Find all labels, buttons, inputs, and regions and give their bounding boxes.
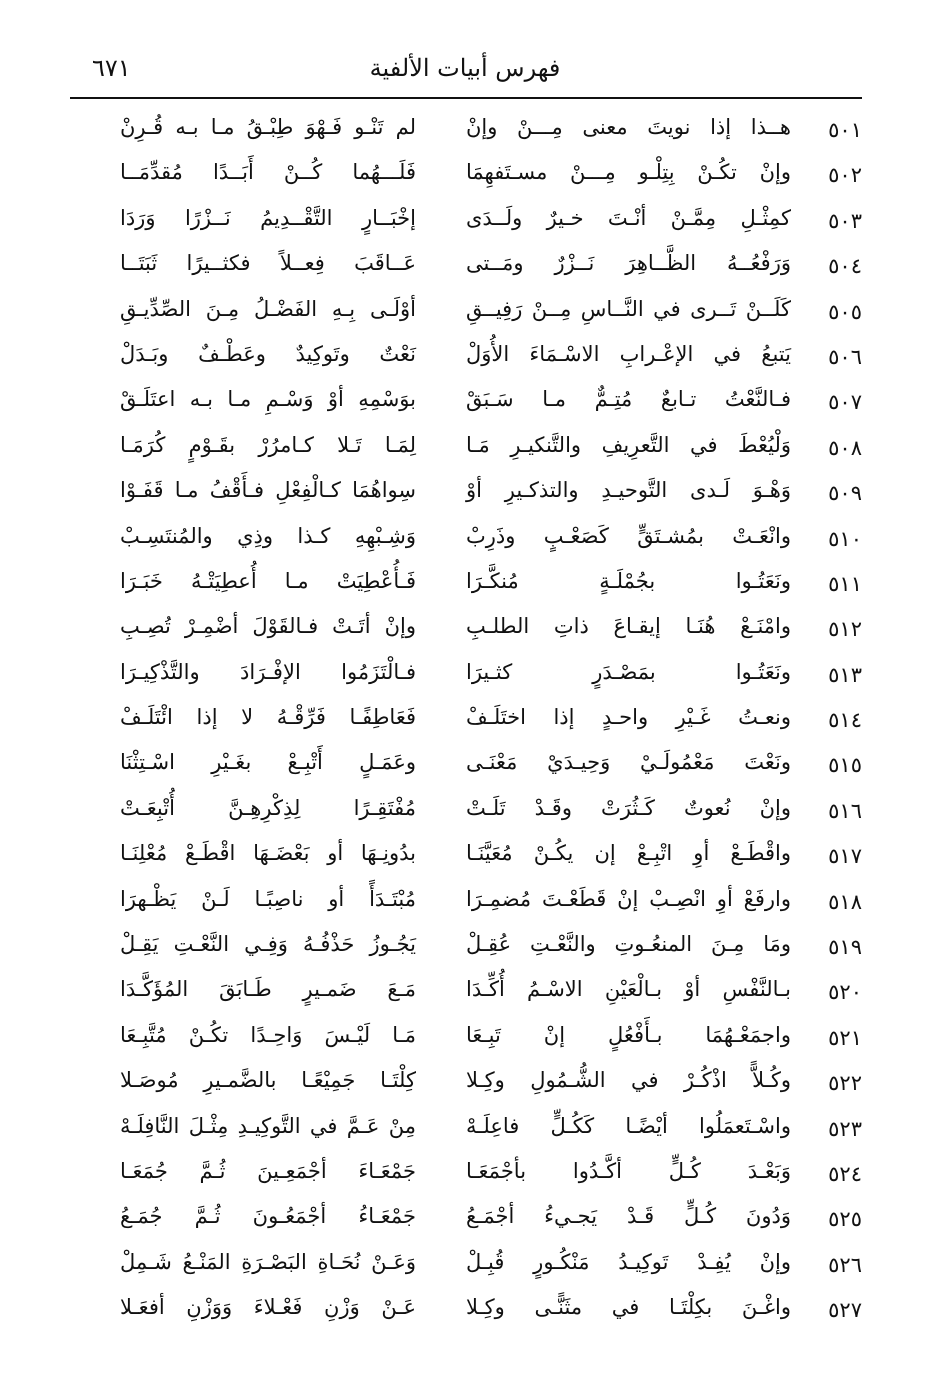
verse-first-hemistich: وَهْـوَ لَـدى التَّوحيـدِ والتذكـيرِ أوْ — [466, 478, 791, 503]
verse-row — [0, 201, 936, 246]
verse-number: ٥٠٥ — [828, 299, 862, 324]
verse-row — [0, 1245, 936, 1290]
verse-number: ٥٢١ — [828, 1025, 862, 1050]
verse-number: ٥٢٤ — [828, 1161, 862, 1186]
verse-first-hemistich: وإنْ تكُـنْ بِتِلْـو مِـــنْ مسـتَفهِمَا — [466, 160, 791, 185]
verse-number: ٥٠٧ — [828, 390, 862, 415]
running-title: فهرس أبيات الألفية — [369, 54, 561, 82]
verse-number: ٥١١ — [828, 571, 862, 596]
verse-list — [0, 110, 936, 1336]
verse-second-hemistich: بوَسْمِهِ أوْ وَسْـمِ مـا بـه اعتَلَـقْ — [120, 387, 416, 412]
verse-row — [0, 836, 936, 881]
page-number: ٦٧١ — [92, 54, 131, 82]
verse-first-hemistich: وإنْ نُعوتٌ كَـثُرَتْ وقَـدْ تَلَـتْ — [466, 795, 791, 820]
verse-number: ٥١٣ — [828, 662, 862, 687]
verse-second-hemistich: سِواهُمَا كـالْفِعْلِ فـأَقْفُ مـا قَفَـوْا — [120, 478, 416, 503]
verse-second-hemistich: جَمْعَـاءُ أجْمَعُـونَ ثُـمَّ جُمَـعُ — [120, 1204, 416, 1229]
verse-row — [0, 927, 936, 972]
verse-first-hemistich: واقْطَـعْ أوِ اتْبِـعْ إن يكُـنْ مُعَيَّنَـا — [466, 841, 791, 866]
verse-row — [0, 292, 936, 337]
verse-second-hemistich: مَـعَ ضَمـيرٍ طَـابَقَ المُؤَكَّـدَا — [120, 977, 416, 1002]
verse-row — [0, 337, 936, 382]
verse-second-hemistich: فـالْتَزَمُوا الإفْـرَادَ والتَّذْكِيـرَا — [120, 659, 416, 684]
verse-number: ٥٢٥ — [828, 1207, 862, 1232]
verse-first-hemistich: ونَعْتَ مَعْمُولَـيْ وَحِيـدَيْ مَعْنَـى — [466, 750, 791, 775]
verse-first-hemistich: وانْعَـتْ بمُشـتَقٍّ كَصَعْـبٍ وذَرِبْ — [466, 523, 791, 548]
verse-row — [0, 382, 936, 427]
header-rule — [70, 97, 862, 99]
verse-row — [0, 1290, 936, 1335]
verse-first-hemistich: ونعـتُ غَـيْرِ واحـدٍ إذا اختَلَـفْ — [466, 705, 791, 730]
verse-number: ٥٠٨ — [828, 435, 862, 460]
verse-number: ٥١٢ — [828, 617, 862, 642]
verse-second-hemistich: فَلَـــهُما كُــنْ أَبَــدًا مُقدِّمَــا — [120, 160, 416, 185]
verse-second-hemistich: وعَمَـلٍ أَتْبِـعْ بغَـيْرِ اسْـتِثْنَا — [120, 750, 416, 775]
verse-row — [0, 745, 936, 790]
verse-row — [0, 972, 936, 1017]
verse-first-hemistich: وكُـلاًّ اذْكُـرْ في الشُّـمُولِ وكِـلا — [466, 1068, 791, 1093]
verse-row — [0, 1199, 936, 1244]
verse-number: ٥٢٧ — [828, 1298, 862, 1323]
verse-first-hemistich: هــذا إذا نويتَ معنى مِـــنْ وإنْ — [466, 115, 791, 139]
verse-first-hemistich: واسْـتَعمَلُوا أيْضًـا كَكُـلٍّ فاعِلَـهْ — [466, 1113, 791, 1138]
verse-row — [0, 155, 936, 200]
verse-number: ٥٠٤ — [828, 254, 862, 279]
verse-row — [0, 110, 936, 155]
verse-number: ٥١٦ — [828, 798, 862, 823]
verse-number: ٥٠٣ — [828, 208, 862, 233]
verse-second-hemistich: مُبْتَـدَأً أو ناصِبًـا لَـنْ يَظْـهرَا — [120, 886, 416, 911]
verse-number: ٥٢٠ — [828, 980, 862, 1005]
verse-first-hemistich: ونَعَتُـوا بمَصْـدَرٍ كثـيرَا — [466, 659, 791, 684]
verse-row — [0, 519, 936, 564]
verse-second-hemistich: فَـأُعْطِيَتْ مـا أُعطِيَتْـهُ خَبَـرَا — [120, 568, 416, 593]
verse-first-hemistich: وَبَعْـدَ كُـلٍّ أكَّـدُوا بأجْمَعَـا — [466, 1158, 791, 1183]
verse-second-hemistich: عَـنْ وَزْنِ فَعْـلاءَ وَوَزْنِ أفعَـلا — [120, 1295, 416, 1320]
verse-second-hemistich: كِلْتَـا جَمِيْعًـا بالضَّمـيرِ مُوصَـلا — [120, 1068, 416, 1093]
verse-second-hemistich: مُفْتَقِـرًا لِذِكْرِهِـنَّ أُتْبِعَـتْ — [120, 795, 416, 820]
verse-first-hemistich: ونَعَتُـوا بجُمْلَـةٍ مُنكَّـرَا — [466, 568, 791, 593]
verse-first-hemistich: بـالنَّفْسِ أوْ بـالْعَيْنِ الاسْـمُ أُكِّـدَا — [466, 977, 791, 1002]
verse-row — [0, 1109, 936, 1154]
verse-row — [0, 700, 936, 745]
verse-number: ٥٠٢ — [828, 163, 862, 188]
verse-first-hemistich: وامْنَـعْ هُنَـا إيقـاعَ ذاتِ الطلـبِ — [466, 614, 791, 639]
verse-row — [0, 1018, 936, 1063]
verse-row — [0, 473, 936, 518]
verse-number: ٥١٨ — [828, 889, 862, 914]
verse-second-hemistich: جَمْعَـاءَ أجْمَعِـينَ ثُـمَّ جُمَعَـا — [120, 1158, 416, 1183]
verse-second-hemistich: مَـا لَيْـسَ وَاحِـدًا تكُـنْ مُتَّبِـعَا — [120, 1022, 416, 1047]
verse-number: ٥١٧ — [828, 844, 862, 869]
verse-number: ٥٠١ — [828, 118, 862, 142]
verse-second-hemistich: لِمَـا تَـلا كـامرُرْ بقَـوْمٍ كُرَمَـا — [120, 432, 416, 457]
verse-row — [0, 791, 936, 836]
verse-number: ٥١٩ — [828, 935, 862, 960]
verse-second-hemistich: يَجُـوزُ حَذْفُـهُ وَفِـي النَّعْـتِ يَقِـلْ — [120, 932, 416, 957]
verse-number: ٥٠٦ — [828, 344, 862, 369]
verse-second-hemistich: وَعَـنْ نُحَـاةِ البَصْـرَةِ المَنْـعُ شَـمِلْ — [120, 1249, 416, 1274]
verse-second-hemistich: فَعَاطِفًـا فَرِّقْـهُ لا إذا ائْتَلَـفْ — [120, 705, 416, 730]
verse-row — [0, 882, 936, 927]
verse-first-hemistich: واجمَعْـهُمَا بـأَفْعُلٍ إنْ تَبِـعَا — [466, 1022, 791, 1047]
verse-second-hemistich: نَعْتٌ وتَوكِيدٌ وعَطْـفٌ وبَـدَلْ — [120, 341, 416, 366]
verse-second-hemistich: لم تَنْـو فَـهْوَ طِبْـقُ مـا بـه قُـرِنْ — [120, 115, 416, 139]
verse-second-hemistich: بدُونِـهَا أو بَعْضَـهَا اقْطَـعْ مُعْلِنَـا — [120, 841, 416, 866]
verse-number: ٥١٥ — [828, 753, 862, 778]
verse-row — [0, 428, 936, 473]
verse-row — [0, 609, 936, 654]
verse-first-hemistich: وَرَفْعُــهُ الظَّــاهِرَ نَــزْرٌ ومَــتى — [466, 251, 791, 276]
verse-number: ٥١٠ — [828, 526, 862, 551]
verse-row — [0, 655, 936, 700]
verse-number: ٥٠٩ — [828, 481, 862, 506]
verse-first-hemistich: واغْـنَ بكِلْتَـا في مثَنًّـى وكِـلا — [466, 1295, 791, 1320]
verse-first-hemistich: وَلْيُعْطَ في التَّعرِيفِ والتَّنكيـرِ مَـا — [466, 432, 791, 457]
verse-row — [0, 246, 936, 291]
verse-row — [0, 564, 936, 609]
verse-second-hemistich: وإنْ أتَـتْ فـالقَوْلَ أضْمِـرْ تُصِـبِ — [120, 614, 416, 639]
verse-row — [0, 1154, 936, 1199]
verse-first-hemistich: يَتبعُ في الإعْـرابِ الاسْـمَاءَ الأُوَلْ — [466, 341, 791, 366]
verse-row — [0, 1063, 936, 1108]
verse-second-hemistich: عَــاقَبَ فِعــلاً فكثــيرًا ثَبَتَــا — [120, 251, 416, 276]
verse-number: ٥٢٣ — [828, 1116, 862, 1141]
verse-second-hemistich: إخْبَــارٍ التَّقْــدِيمُ نَــزْرًا وَرَدَا — [120, 205, 416, 230]
verse-second-hemistich: مِنْ عَـمَّ في التَّوكِيـدِ مِثْـلَ النَّافِلَـهْ — [120, 1113, 416, 1138]
page-header — [70, 48, 860, 98]
verse-second-hemistich: وَشِـبْهِهِ كـذا وذِي والمُنتَسِـبْ — [120, 523, 416, 548]
verse-second-hemistich: أوْلَـى بِـهِ الفَضْـلُ مِـنَ الصِّدِّيـقِ — [120, 296, 416, 321]
verse-first-hemistich: وَدُونَ كُـلٍّ قَـدْ يَجـيءُ أجْمَـعُ — [466, 1204, 791, 1229]
verse-first-hemistich: ومَا مِـنَ المنعُـوتِ والنَّعْـتِ عُقِـلْ — [466, 932, 791, 957]
verse-first-hemistich: كَلَــنْ تَــرى في النَّــاسِ مِــنْ رَفِيــقِ — [466, 296, 791, 321]
verse-first-hemistich: فـالنَّعْتُ تـابعٌ مُتِـمٌّ مـا سَـبَقْ — [466, 387, 791, 412]
verse-first-hemistich: كمِثْـلِ مِمَّـنْ أنْـتَ خـيرٌ ولَــدَى — [466, 205, 791, 230]
verse-number: ٥٢٦ — [828, 1252, 862, 1277]
verse-first-hemistich: وإنْ يُفِـدْ تَوكِيـدُ مَنْكُـورٍ قُبِـلْ — [466, 1249, 791, 1274]
verse-number: ٥٢٢ — [828, 1071, 862, 1096]
verse-number: ٥١٤ — [828, 708, 862, 733]
verse-first-hemistich: وارفَعْ أوِ انْصِـبْ إنْ قَطَعْـتَ مُضمِـرَا — [466, 886, 791, 911]
